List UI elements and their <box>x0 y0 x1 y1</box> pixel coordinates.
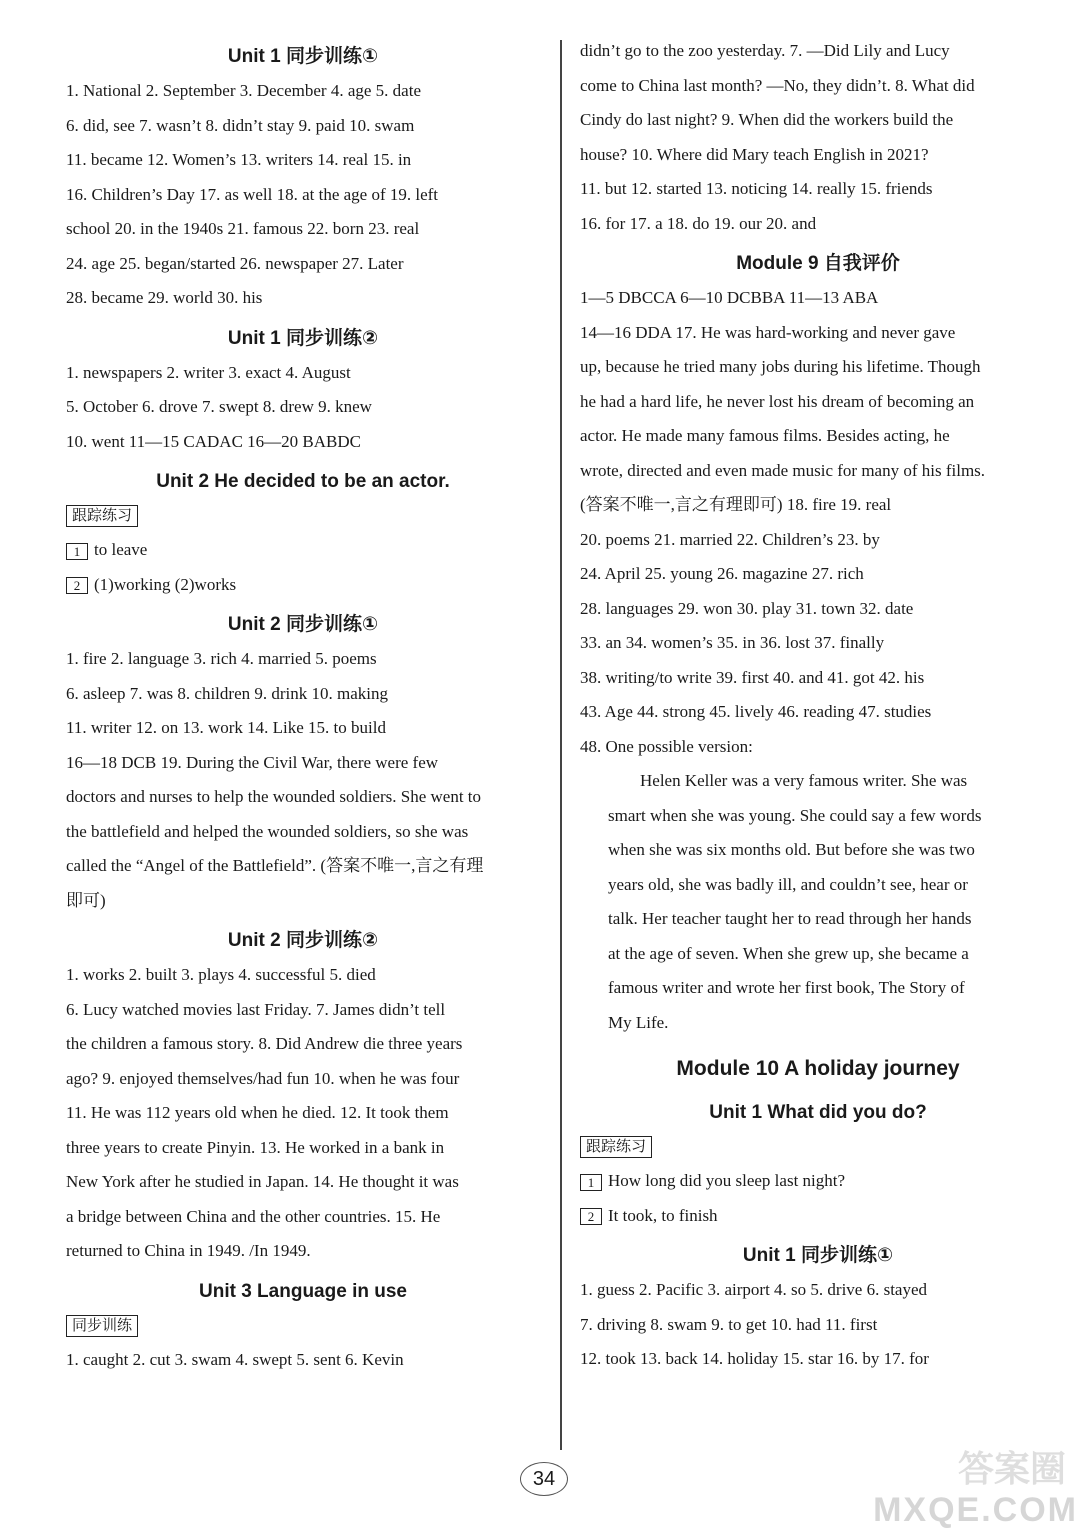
answer-line: 6. Lucy watched movies last Friday. 7. James didn’t tell <box>66 999 446 1019</box>
answer-line: called the “Angel of the Battlefield”. (答案不唯一,言之有理 <box>66 856 484 875</box>
column-divider <box>560 40 562 1450</box>
answer-line: house? 10. Where did Mary teach English in 2021? <box>580 144 929 164</box>
section-heading: Unit 1 What did you do? <box>709 1102 927 1123</box>
answer-line: 11. writer 12. on 13. work 14. Like 15. to build <box>66 718 386 737</box>
answer-line: 即可) <box>66 890 106 910</box>
answer-line: didn’t go to the zoo yesterday. 7. —Did Lily and Lucy <box>580 41 950 60</box>
answer-line: actor. He made many famous films. Besides acting, he <box>580 426 950 445</box>
answer-line: 28. languages 29. won 30. play 31. town 32. date <box>580 598 914 618</box>
essay-line: talk. Her teacher taught her to read through her hands <box>608 909 972 928</box>
essay-line: at the age of seven. When she grew up, she became a <box>608 943 969 963</box>
answer-line: ago? 9. enjoyed themselves/had fun 10. when he was four <box>66 1068 460 1088</box>
watermark-text: MXQE.COM <box>873 1491 1078 1529</box>
answer-line <box>580 1164 1056 1199</box>
left-column <box>66 34 540 1377</box>
section-heading: Module 9 自我评价 <box>736 253 900 274</box>
answer-line <box>66 533 540 568</box>
answer-line <box>580 1199 1056 1234</box>
answer-text: to leave <box>94 540 148 559</box>
essay-line: famous writer and wrote her first book, The Story of <box>608 978 965 997</box>
answer-text: How long did you sleep last night? <box>608 1171 846 1190</box>
essay-line: when she was six months old. But before she was two <box>608 840 975 859</box>
answer-line: New York after he studied in Japan. 14. He thought it was <box>66 1172 459 1191</box>
answer-line: 6. asleep 7. was 8. children 9. drink 10. making <box>66 683 388 703</box>
answer-line: up, because he tried many jobs during his lifetime. Though <box>580 357 981 376</box>
answer-line: 1. guess 2. Pacific 3. airport 4. so 5. drive 6. stayed <box>580 1280 928 1299</box>
answer-line: returned to China in 1949. /In 1949. <box>66 1241 311 1260</box>
answer-line: the children a famous story. 8. Did Andrew die three years <box>66 1034 463 1053</box>
exercise-tag: 跟踪练习 <box>580 1136 652 1158</box>
answer-line: 7. driving 8. swam 9. to get 10. had 11. first <box>580 1314 878 1334</box>
watermark-logo: 答案圈 <box>957 1448 1066 1489</box>
answer-line: (答案不唯一,言之有理即可) 18. fire 19. real <box>580 495 892 514</box>
answer-line: 24. age 25. began/started 26. newspaper 27. Later <box>66 253 404 273</box>
answer-line: 12. took 13. back 14. holiday 15. star 16. by 17. for <box>580 1349 929 1368</box>
exercise-tag: 同步训练 <box>66 1315 138 1337</box>
answer-line: school 20. in the 1940s 21. famous 22. born 23. real <box>66 219 420 238</box>
section-heading: Unit 2 同步训练① <box>227 614 379 635</box>
page-number: 34 <box>520 1462 568 1496</box>
answer-text: (1)working (2)works <box>94 574 237 594</box>
essay-line: smart when she was young. She could say a few words <box>608 805 982 825</box>
answer-line: 48. One possible version: <box>580 736 753 756</box>
answer-line: wrote, directed and even made music for many of his films. <box>580 460 986 480</box>
answer-line: 11. became 12. Women’s 13. writers 14. real 15. in <box>66 150 412 169</box>
answer-line: come to China last month? —No, they didn’t. 8. What did <box>580 75 975 95</box>
section-heading: Module 10 A holiday journey <box>676 1057 960 1080</box>
answer-line: 11. He was 112 years old when he died. 12. It took them <box>66 1103 449 1122</box>
answer-line <box>66 568 540 603</box>
essay-line: My Life. <box>608 1012 669 1032</box>
section-heading: Unit 1 同步训练① <box>742 1245 894 1266</box>
exercise-tag-row <box>580 1130 1056 1164</box>
exercise-tag-row <box>66 499 540 533</box>
answer-line: 1. fire 2. language 3. rich 4. married 5. poems <box>66 649 377 668</box>
answer-line: he had a hard life, he never lost his dream of becoming an <box>580 391 975 411</box>
section-heading: Unit 1 同步训练① <box>227 46 379 67</box>
answer-line: 1. newspapers 2. writer 3. exact 4. August <box>66 362 351 382</box>
answer-line: a bridge between China and the other countries. 15. He <box>66 1206 441 1226</box>
answer-line: three years to create Pinyin. 13. He worked in a bank in <box>66 1137 445 1157</box>
section-heading: Unit 2 He decided to be an actor. <box>156 471 450 492</box>
section-heading: Unit 3 Language in use <box>199 1280 407 1302</box>
essay-line: years old, she was badly ill, and couldn’t see, hear or <box>608 874 968 894</box>
section-heading: Unit 2 同步训练② <box>227 930 379 951</box>
answer-line: 16—18 DCB 19. During the Civil War, there were few <box>66 752 439 772</box>
item-number-box: 2 <box>66 577 88 594</box>
answer-line: 16. Children’s Day 17. as well 18. at the age of 19. left <box>66 184 439 204</box>
answer-line: 1. National 2. September 3. December 4. age 5. date <box>66 81 421 100</box>
answer-line: doctors and nurses to help the wounded soldiers. She went to <box>66 787 482 806</box>
answer-line: 43. Age 44. strong 45. lively 46. reading 47. studies <box>580 702 932 721</box>
answer-line: 24. April 25. young 26. magazine 27. rich <box>580 564 864 583</box>
exercise-tag-row <box>66 1309 540 1343</box>
answer-line: 5. October 6. drove 7. swept 8. drew 9. knew <box>66 397 372 416</box>
answer-line: 20. poems 21. married 22. Children’s 23. by <box>580 529 880 549</box>
answer-line: 6. did, see 7. wasn’t 8. didn’t stay 9. paid 10. swam <box>66 115 415 135</box>
answer-line: 28. became 29. world 30. his <box>66 288 263 307</box>
answer-line: 1. works 2. built 3. plays 4. successful 5. died <box>66 965 376 984</box>
essay-line: Helen Keller was a very famous writer. She was <box>640 771 968 790</box>
answer-line: Cindy do last night? 9. When did the workers build the <box>580 110 954 129</box>
item-number-box: 2 <box>580 1208 602 1225</box>
exercise-tag: 跟踪练习 <box>66 505 138 527</box>
item-number-box: 1 <box>66 543 88 560</box>
answer-line: 38. writing/to write 39. first 40. and 41. got 42. his <box>580 667 925 687</box>
answer-line: 1—5 DBCCA 6—10 DCBBA 11—13 ABA <box>580 288 879 307</box>
item-number-box: 1 <box>580 1174 602 1191</box>
right-column <box>580 34 1056 1377</box>
answer-line: 14—16 DDA 17. He was hard-working and never gave <box>580 322 956 342</box>
answer-text: It took, to finish <box>608 1205 718 1225</box>
section-heading: Unit 1 同步训练② <box>227 327 379 349</box>
answer-line: 33. an 34. women’s 35. in 36. lost 37. finally <box>580 633 885 652</box>
answer-line: 11. but 12. started 13. noticing 14. really 15. friends <box>580 179 933 198</box>
answer-line: the battlefield and helped the wounded soldiers, so she was <box>66 821 469 841</box>
answer-line: 16. for 17. a 18. do 19. our 20. and <box>580 213 817 233</box>
answer-line: 1. caught 2. cut 3. swam 4. swept 5. sent 6. Kevin <box>66 1349 404 1369</box>
answer-line: 10. went 11—15 CADAC 16—20 BABDC <box>66 431 361 451</box>
